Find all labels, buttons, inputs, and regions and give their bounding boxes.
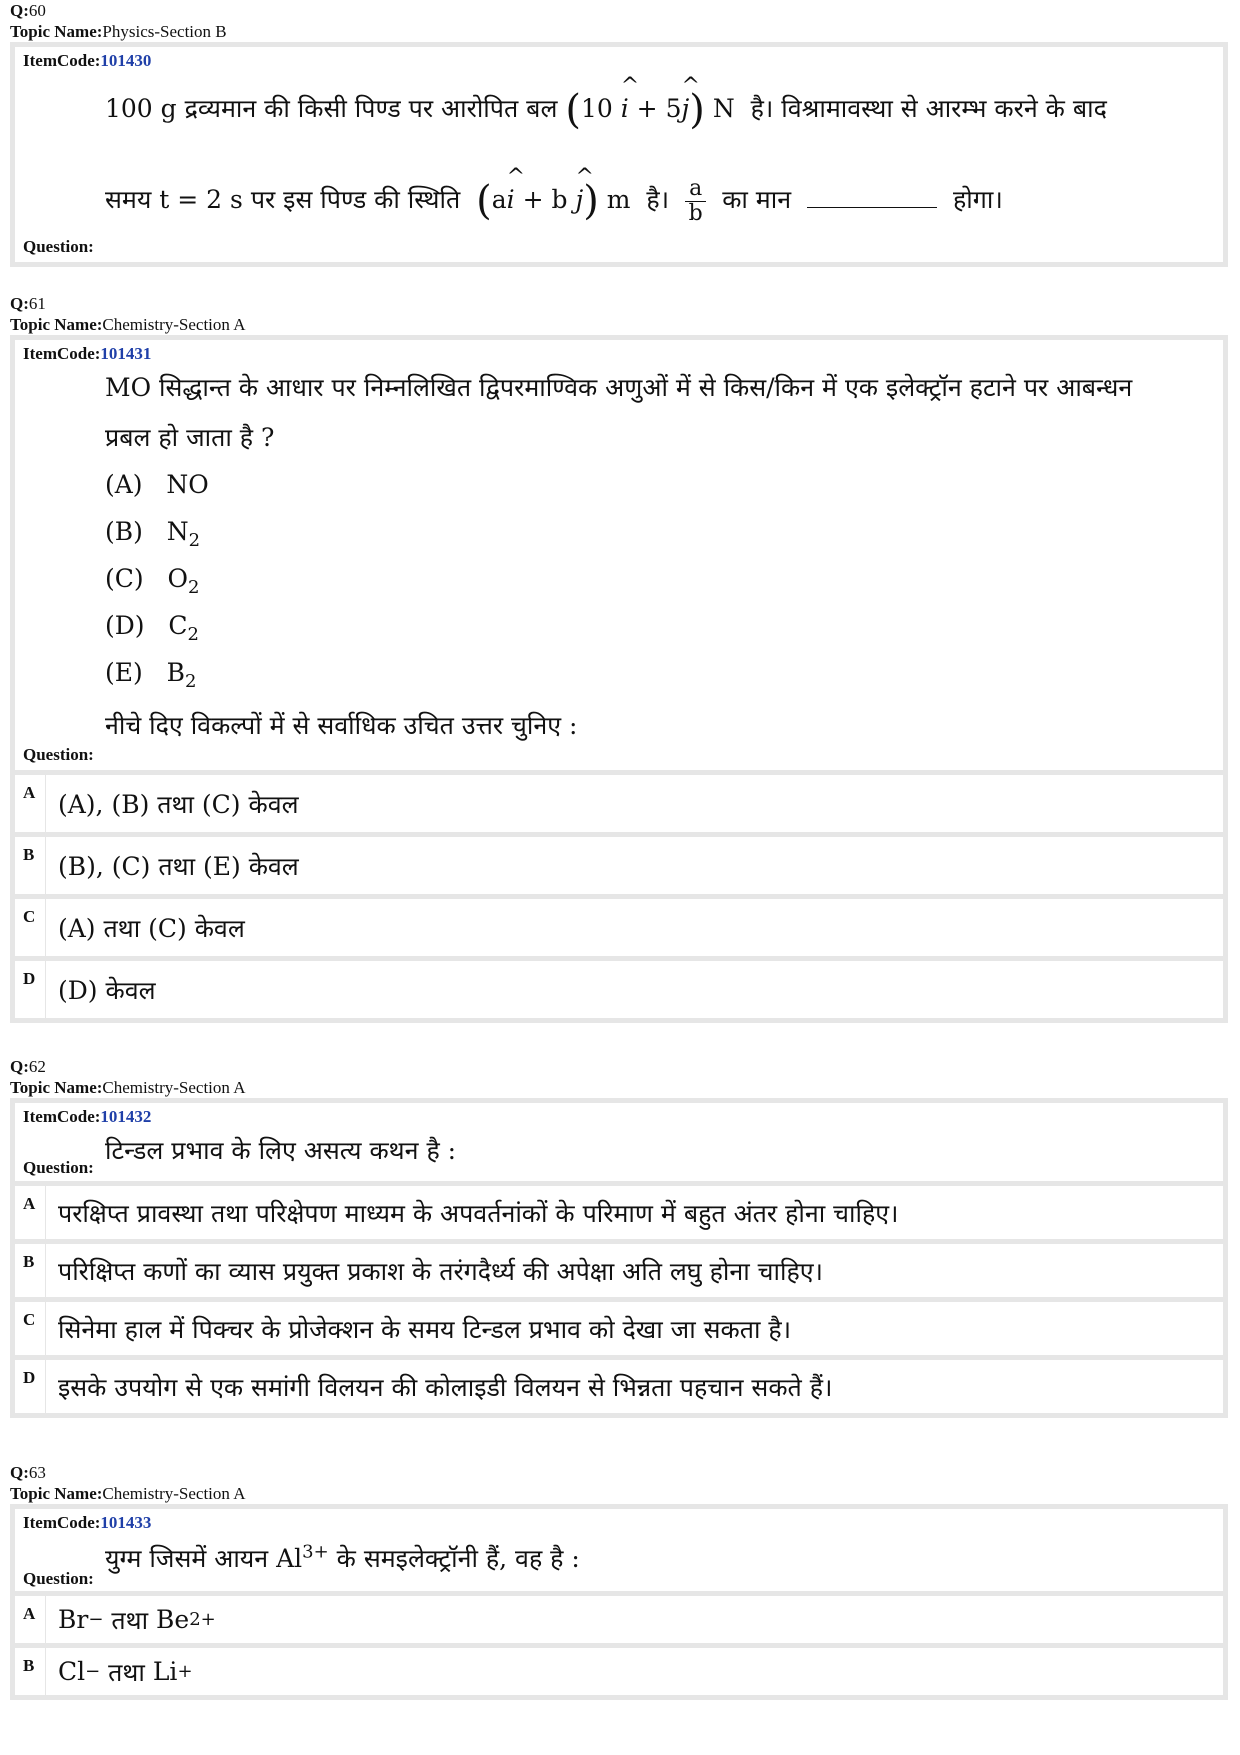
option-a[interactable]: A (A), (B) तथा (C) केवल (10, 775, 1228, 837)
fraction: $\frac{a}{b}$ (685, 177, 706, 226)
question-61 (10, 293, 1228, 1023)
question-62 (10, 1056, 1228, 1418)
option-d[interactable]: D (D) केवल (10, 961, 1228, 1023)
option-c[interactable]: C सिनेमा हाल में पिक्चर के प्रोजेक्शन के समय टिन्डल प्रभाव को देखा जा सकता है। (10, 1302, 1228, 1360)
option-c[interactable]: C (A) तथा (C) केवल (10, 899, 1228, 961)
question-box: ItemCode:101430 100 g द्रव्यमान की किसी पिण्ड पर आरोपित बल (10 ^ i + 5^ j) N है। विश्रामावस्था से आरम्भ करने के बाद समय t = 2 s पर इस पिण्ड की स्थिति (a^ i + b ^ j) m है। $\frac{a}{b}$ का मान होगा। Question: (10, 42, 1228, 267)
question-label: Question: (23, 237, 94, 256)
question-label: Question: (23, 1569, 94, 1588)
question-60 (10, 0, 1228, 267)
item-code: ItemCode:101433 (23, 1513, 152, 1532)
question-number: Q:62 (10, 1057, 46, 1076)
option-d[interactable]: D इसके उपयोग से एक समांगी विलयन की कोलाइडी विलयन से भिन्नता पहचान सकते हैं। (10, 1360, 1228, 1418)
topic-name: Topic Name:Chemistry-Section A (10, 1484, 246, 1503)
item-code: ItemCode:101432 (23, 1107, 152, 1126)
item-code: ItemCode:101430 (23, 51, 152, 70)
question-number: Q:63 (10, 1463, 46, 1482)
topic-name: Topic Name:Chemistry-Section A (10, 1078, 246, 1097)
question-63 (10, 1462, 1228, 1700)
question-number: Q:60 (10, 1, 46, 20)
item-code: ItemCode:101431 (23, 344, 152, 363)
option-b[interactable]: B परिक्षिप्त कणों का व्यास प्रयुक्त प्रकाश के तरंगदैर्ध्य की अपेक्षा अति लघु होना चाहिए। (10, 1244, 1228, 1302)
answer-blank (807, 207, 937, 208)
question-box: ItemCode:101432 टिन्डल प्रभाव के लिए असत्य कथन है : Question: (10, 1098, 1228, 1186)
option-a[interactable]: A परक्षिप्त प्रावस्था तथा परिक्षेपण माध्यम के अपवर्तनांकों के परिमाण में बहुत अंतर होना चाहिए। (10, 1186, 1228, 1244)
topic-name: Topic Name:Chemistry-Section A (10, 315, 246, 334)
option-b[interactable]: B Cl − तथा Li + (10, 1648, 1228, 1700)
question-number: Q:61 (10, 294, 46, 313)
question-box: ItemCode:101431 MO सिद्धान्त के आधार पर निम्नलिखित द्विपरमाण्विक अणुओं में से किस/किन में एक इलेक्ट्रॉन हटाने पर आबन्धन प्रबल हो जाता है ? (A) NO (B) $N_2$ (C) $O_2$ (D) $C_2$ (E) $B_2$ नीचे दिए विकल्पों में से सर्वाधिक उचित उत्तर चुनिए : Question: (10, 335, 1228, 775)
option-a[interactable]: A Br − तथा Be 2+ (10, 1596, 1228, 1648)
question-box: ItemCode:101433 युग्म जिसमें आयन $Al^{3+}$ के समइलेक्ट्रॉनी हैं, वह है : Question: (10, 1504, 1228, 1596)
option-b[interactable]: B (B), (C) तथा (E) केवल (10, 837, 1228, 899)
question-label: Question: (23, 1158, 94, 1177)
question-label: Question: (23, 745, 94, 764)
topic-name: Topic Name:Physics-Section B (10, 22, 227, 41)
